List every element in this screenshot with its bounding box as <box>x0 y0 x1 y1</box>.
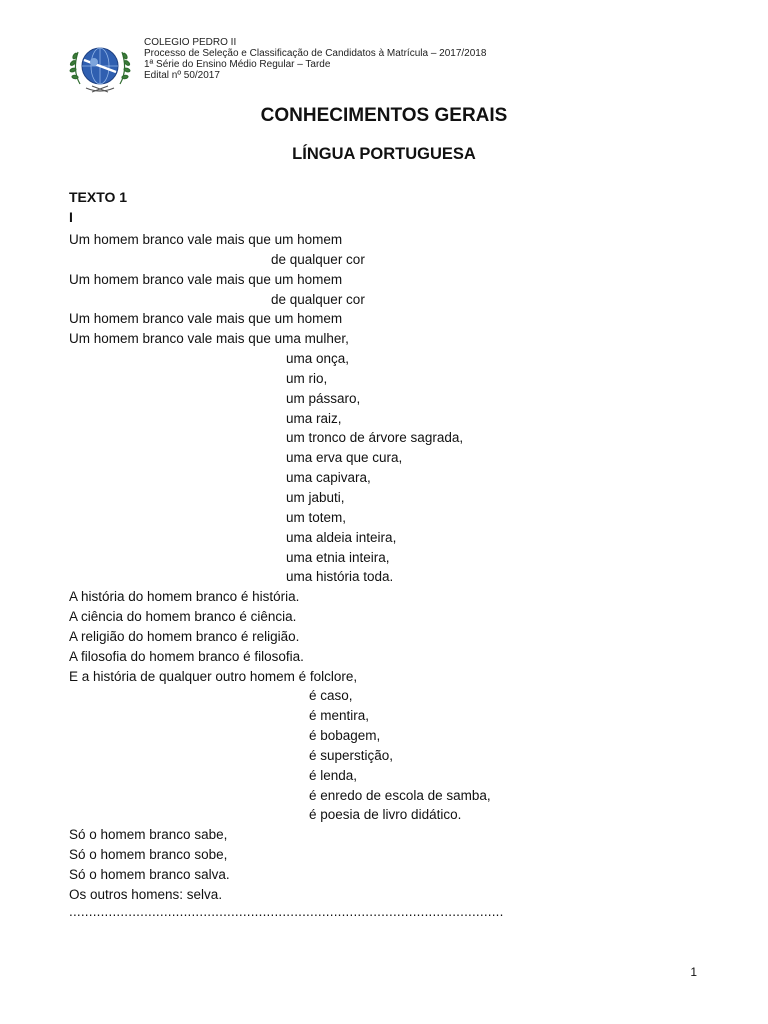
poem-line: Um homem branco vale mais que uma mulher, <box>69 331 349 347</box>
poem-line: um totem, <box>286 509 347 525</box>
poem-line: Um homem branco vale mais que um homem <box>69 311 343 327</box>
poem-line: de qualquer cor <box>271 251 365 267</box>
poem-line: é enredo de escola de samba, <box>309 787 491 803</box>
poem-section-number: I <box>69 209 73 225</box>
poem-line: Só o homem branco salva. <box>69 867 230 882</box>
poem-line: de qualquer cor <box>271 291 365 307</box>
poem-line: Um homem branco vale mais que um homem <box>69 232 343 247</box>
poem-line: Um homem branco vale mais que um homem <box>69 271 343 287</box>
poem-line: Os outros homens: selva. <box>69 886 223 902</box>
poem-line: um pássaro, <box>286 390 361 406</box>
poem-line: uma raiz, <box>286 410 342 426</box>
ellipsis-separator: .............................................................................................................. <box>69 904 504 919</box>
poem-line: uma história toda. <box>286 569 394 585</box>
poem-line: um rio, <box>286 370 328 386</box>
header-grade: 1ª Série do Ensino Médio Regular – Tarde <box>144 59 331 70</box>
colegio-pedro-ii-seal-logo <box>68 40 132 96</box>
header-process-title: Processo de Seleção e Classificação de Candidatos à Matrícula – 2017/2018 <box>144 48 487 59</box>
poem-line: E a história de qualquer outro homem é folclore, <box>69 668 358 684</box>
subject-title: LÍNGUA PORTUGUESA <box>292 145 476 163</box>
poem-line: A religião do homem branco é religião. <box>69 628 300 644</box>
page-number: 1 <box>690 965 697 979</box>
header-school-name: COLEGIO PEDRO II <box>144 37 237 48</box>
poem-line: é mentira, <box>309 708 370 724</box>
poem-line: A filosofia do homem branco é filosofia. <box>69 648 304 664</box>
poem-line: é bobagem, <box>309 728 381 744</box>
poem-line: uma capivara, <box>286 470 371 486</box>
poem-line: uma erva que cura, <box>286 450 403 466</box>
poem-line: A história do homem branco é história. <box>69 589 300 605</box>
texto-label: TEXTO 1 <box>69 189 128 205</box>
poem-line: um tronco de árvore sagrada, <box>286 430 464 446</box>
poem-line: A ciência do homem branco é ciência. <box>69 609 297 625</box>
poem-line: é caso, <box>309 688 353 704</box>
poem-line: é poesia de livro didático. <box>309 807 462 823</box>
poem-line: uma etnia inteira, <box>286 549 390 565</box>
poem-line: uma onça, <box>286 351 350 367</box>
header-edital: Edital nº 50/2017 <box>144 70 220 81</box>
document-header <box>144 37 486 81</box>
section-title: CONHECIMENTOS GERAIS <box>260 105 508 126</box>
poem-line: é superstição, <box>309 747 394 763</box>
texto-heading <box>69 187 127 227</box>
poem-line: um jabuti, <box>286 489 345 505</box>
poem <box>69 230 491 905</box>
poem-line: Só o homem branco sabe, <box>69 827 228 843</box>
poem-line: uma aldeia inteira, <box>286 529 397 545</box>
poem-line: é lenda, <box>309 767 358 783</box>
poem-line: Só o homem branco sobe, <box>69 847 228 863</box>
